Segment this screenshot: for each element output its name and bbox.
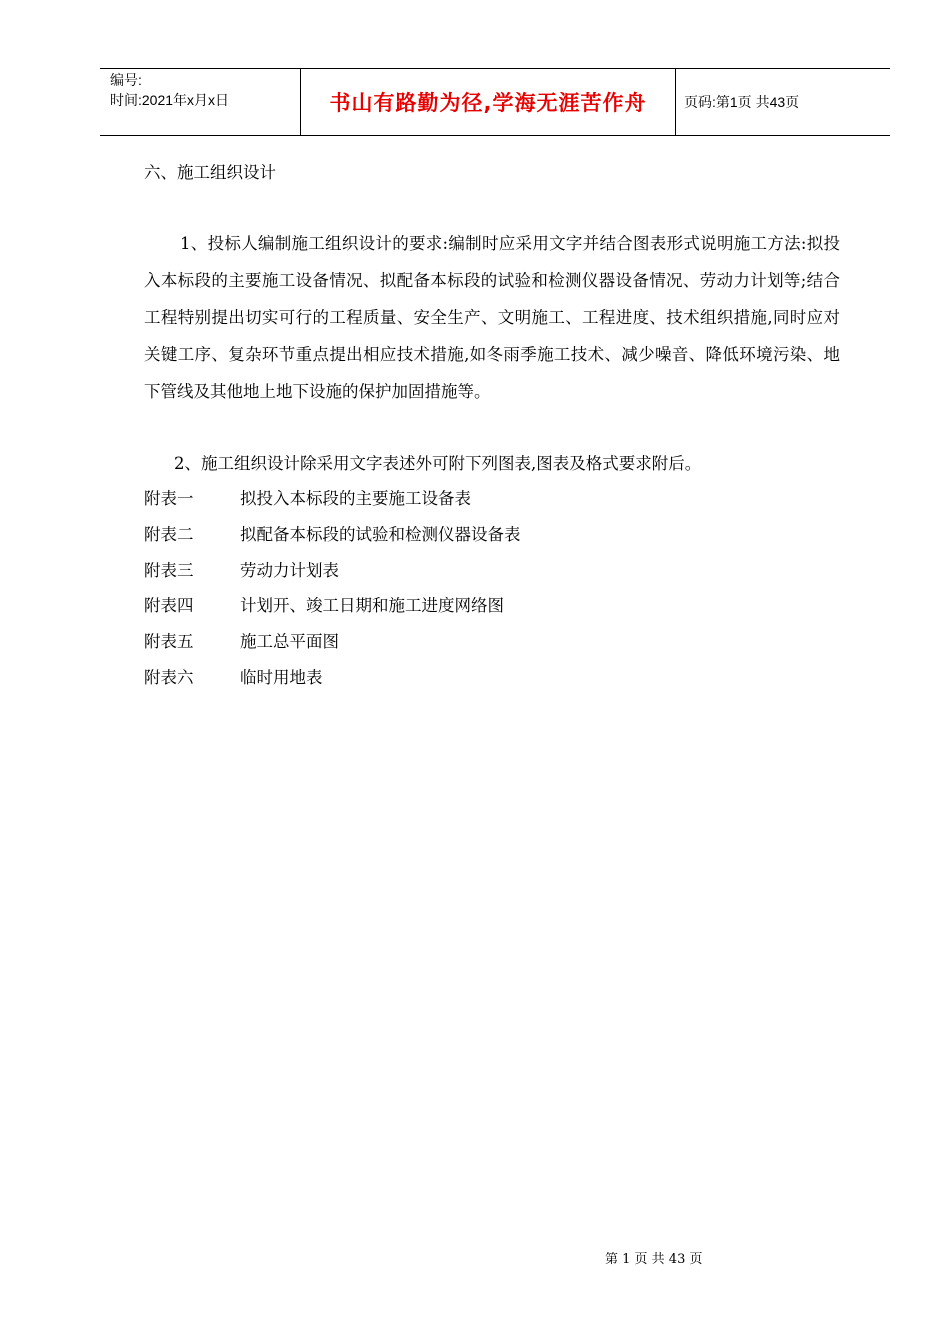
appendix-title: 劳动力计划表 xyxy=(240,560,339,580)
appendix-label: 附表三 xyxy=(144,560,194,580)
page-info: 页码:第1页 共43页 xyxy=(684,94,800,110)
header-page-cell xyxy=(676,69,890,135)
appendix-title: 计划开、竣工日期和施工进度网络图 xyxy=(240,596,504,616)
appendix-title: 拟配备本标段的试验和检测仪器设备表 xyxy=(240,524,521,544)
appendix-label: 附表二 xyxy=(144,524,194,544)
header-motto-cell xyxy=(301,69,676,135)
header-meta xyxy=(100,69,301,135)
appendix-title: 临时用地表 xyxy=(240,667,323,687)
appendix-label: 附表五 xyxy=(144,632,194,652)
motto-text: 书山有路勤为径,学海无涯苦作舟 xyxy=(329,91,647,115)
appendix-label: 附表一 xyxy=(144,489,194,508)
appendix-title: 施工总平面图 xyxy=(240,632,339,652)
paragraph-requirements: 1、投标人编制施工组织设计的要求:编制时应采用文字并结合图表形式说明施工方法:拟投入本标段的主要施工设备情况、拟配备本标段的试验和检测仪器设备情况、劳动力计划等;结合工程特别提出切实可行的工程质量、安全生产、文明施工、工程进度、技术组织措施,同时应对关键工序、复杂环节重点提出相应技术措施,如冬雨季施工技术、减少噪音、降低环境污染、地下管线及其他地上地下设施的保护加固措施等。 xyxy=(144,234,840,401)
paragraph-appendix-intro: 2、施工组织设计除采用文字表述外可附下列图表,图表及格式要求附后。 xyxy=(174,454,702,473)
appendix-title: 拟投入本标段的主要施工设备表 xyxy=(240,489,471,508)
number-label: 编号: xyxy=(110,72,142,88)
appendix-label: 附表六 xyxy=(144,667,194,687)
appendix-label: 附表四 xyxy=(144,596,194,616)
section-title: 六、施工组织设计 xyxy=(144,163,276,182)
page-header xyxy=(100,68,890,136)
time-label: 时间:2021年x月x日 xyxy=(110,92,230,108)
page-footer: 第 1 页 共 43 页 xyxy=(605,1252,703,1267)
